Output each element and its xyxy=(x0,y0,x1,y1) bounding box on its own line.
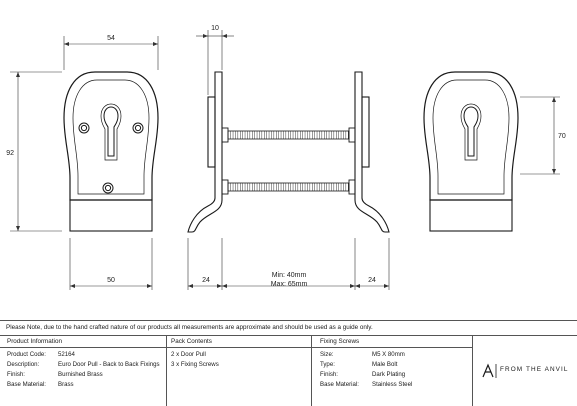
lower-fixing-screw xyxy=(228,183,349,191)
front-pull-inner-outline xyxy=(73,80,149,194)
product-info-value: Burnished Brass xyxy=(58,371,103,378)
side-left-pull-body xyxy=(188,72,222,232)
back-pull-inner-outline xyxy=(433,80,509,194)
dim-left-offset: 24 xyxy=(202,277,210,284)
fixing-screws-row xyxy=(320,370,470,380)
product-info-value: Euro Door Pull - Back to Back Fixings xyxy=(58,361,160,368)
back-cylinder-hole xyxy=(464,107,478,156)
fixing-screws-row xyxy=(320,380,470,390)
front-fixing-hole-top xyxy=(79,123,89,133)
fixing-screws-label: Base Material: xyxy=(320,381,359,388)
dim-spindle-min: Min: 40mm xyxy=(271,272,307,279)
dim-depth-top: 10 xyxy=(211,25,219,32)
product-info-label: Description: xyxy=(7,361,40,368)
info-table xyxy=(0,336,577,406)
product-info-row xyxy=(7,380,165,390)
front-view xyxy=(64,72,158,231)
fixing-screws-label: Size: xyxy=(320,351,334,358)
fixing-screws-value: Stainless Steel xyxy=(372,381,413,388)
divider-heading xyxy=(0,347,472,348)
fixing-screws-value: Dark Plating xyxy=(372,371,406,378)
product-info-value: Brass xyxy=(58,381,74,388)
brand-name: FROM THE ANVIL xyxy=(500,366,569,373)
product-info-row xyxy=(7,350,165,360)
dim-height-right: 70 xyxy=(558,133,566,140)
pack-contents-item: 3 x Fixing Screws xyxy=(171,361,219,368)
dim-height-left: 92 xyxy=(6,150,14,157)
side-right-pull-body xyxy=(355,72,389,232)
front-fixing-hole-bottom xyxy=(103,183,113,193)
fixing-screws-label: Finish: xyxy=(320,371,338,378)
fixing-screws-row xyxy=(320,350,470,360)
measurement-note: Please Note, due to the hand crafted nature of our products all measurements are approximate and should be used as a guide only. xyxy=(6,324,373,331)
side-right-backplate xyxy=(362,97,369,167)
fixing-screws-value: Male Bolt xyxy=(372,361,398,368)
fixing-screws-label: Type: xyxy=(320,361,335,368)
front-fixing-hole-right xyxy=(133,123,143,133)
divider-col-3 xyxy=(472,336,473,406)
back-view xyxy=(424,72,518,231)
dim-right-offset: 24 xyxy=(368,277,376,284)
product-info-heading: Product Information xyxy=(7,338,62,345)
dim-width-bottom: 50 xyxy=(107,277,115,284)
front-cylinder-hole xyxy=(104,107,118,156)
fixing-screws-row xyxy=(320,360,470,370)
dim-width-top: 54 xyxy=(107,35,115,42)
back-dimensions xyxy=(520,97,560,174)
side-view xyxy=(188,72,389,232)
fixing-screws-value: M5 X 80mm xyxy=(372,351,405,358)
product-info-value: 52164 xyxy=(58,351,75,358)
back-pull-base xyxy=(430,200,512,231)
product-info-row xyxy=(7,360,165,370)
dim-spindle-max: Max: 65mm xyxy=(270,281,308,288)
product-info-row xyxy=(7,370,165,380)
side-left-backplate xyxy=(208,97,215,167)
side-dimensions xyxy=(188,30,389,290)
front-pull-base xyxy=(70,200,152,231)
fixing-screws-heading: Fixing Screws xyxy=(320,338,360,345)
pack-contents-heading: Pack Contents xyxy=(171,338,212,345)
product-info-label: Base Material: xyxy=(7,381,46,388)
upper-fixing-screw xyxy=(228,131,349,139)
product-info-label: Finish: xyxy=(7,371,25,378)
pack-contents-item: 2 x Door Pull xyxy=(171,351,206,358)
product-info-label: Product Code: xyxy=(7,351,46,358)
